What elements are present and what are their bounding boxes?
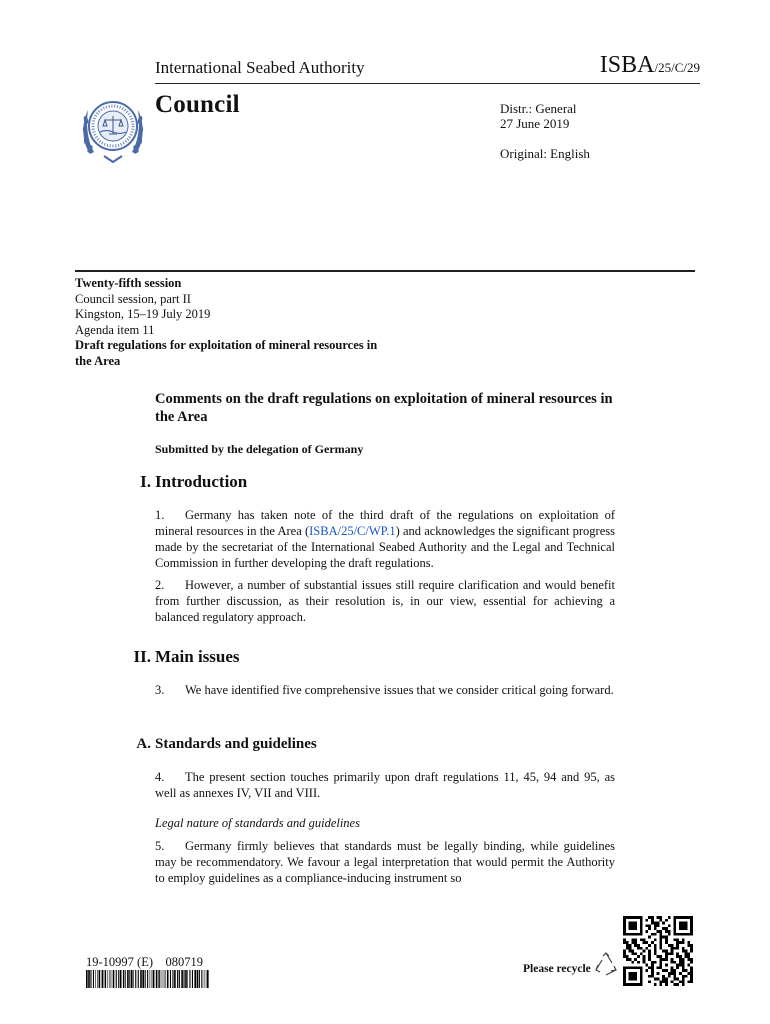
section-rule: [75, 270, 695, 272]
header-rule: [155, 83, 700, 84]
session-number: Twenty-fifth session: [75, 276, 182, 290]
paragraph-3: 3. We have identified five comprehensive issues that we consider critical going forward.: [155, 683, 614, 697]
heading-text: Introduction: [155, 472, 248, 491]
paragraph-number: 4.: [155, 770, 165, 784]
organ-name: Council: [155, 91, 240, 118]
agenda-item: Agenda item 11: [75, 322, 155, 337]
heading-standards: [136, 736, 317, 753]
distribution-type: Distr.: General: [500, 101, 577, 116]
paragraph-1: 1. Germany has taken note of the third draft of the regulations on exploitation of mineral resources in the Area (ISBA/25/C/WP.1) and acknowledges the significant progress made by the secretariat of the International Seabed Authority and the Legal and Technical Commission in further developing the draft regulations.: [155, 508, 615, 570]
recycle-icon: [594, 952, 618, 978]
barcode: [86, 970, 210, 988]
recycle-label: Please recycle: [523, 963, 591, 975]
session-info: [75, 276, 415, 369]
symbol-suffix: /25/C/29: [654, 60, 700, 75]
paragraph-number: 1.: [155, 508, 165, 522]
document-symbol: [600, 52, 700, 79]
paragraph-5: 5. Germany firmly believes that standards must be legally binding, while guidelines may be recommendatory. We favour a legal interpretation that would permit the Authority to employ guidelines as a compliance-inducing instrument so: [155, 839, 615, 885]
paragraph-2: 2. However, a number of substantial issues still require clarification and would benefit from further discussion, as their resolution is, in our view, essential for achieving a balanced regulatory approach.: [155, 578, 615, 624]
isa-emblem-logo: [78, 90, 148, 166]
agenda-title: Draft regulations for exploitation of mineral resources in: [75, 338, 378, 352]
symbol-main: ISBA: [599, 52, 655, 78]
paragraph-number: 5.: [155, 839, 165, 853]
document-link[interactable]: ISBA/25/C/WP.1: [309, 524, 396, 538]
qr-code: [623, 916, 693, 986]
session-location-dates: Kingston, 15–19 July 2019: [75, 307, 211, 321]
agenda-title-cont: the Area: [75, 353, 121, 368]
document-job-number: 19-10997 (E) 080719: [86, 955, 203, 969]
document-title: Comments on the draft regulations on exploitation of mineral resources in the Area: [155, 391, 613, 425]
heading-introduction: [140, 472, 248, 492]
organization-name: International Seabed Authority: [155, 58, 365, 77]
heading-number: II.: [133, 647, 151, 666]
submitted-by: Submitted by the delegation of Germany: [155, 442, 364, 456]
heading-number: I.: [140, 472, 151, 491]
original-language: Original: English: [500, 146, 590, 161]
distribution-block: [500, 101, 590, 161]
paragraph-number: 3.: [155, 683, 165, 697]
heading-text: Main issues: [155, 647, 240, 666]
heading-number: A.: [136, 736, 151, 752]
heading-text: Standards and guidelines: [155, 736, 317, 752]
issue-date: 27 June 2019: [500, 116, 570, 131]
session-part: Council session, part II: [75, 291, 191, 306]
paragraph-number: 2.: [155, 578, 165, 592]
paragraph-4: 4. The present section touches primarily upon draft regulations 11, 45, 94 and 95, as well as annexes IV, VII and VIII.: [155, 770, 615, 800]
subheading-legal-nature: Legal nature of standards and guidelines: [155, 816, 360, 830]
heading-main-issues: [133, 647, 240, 667]
